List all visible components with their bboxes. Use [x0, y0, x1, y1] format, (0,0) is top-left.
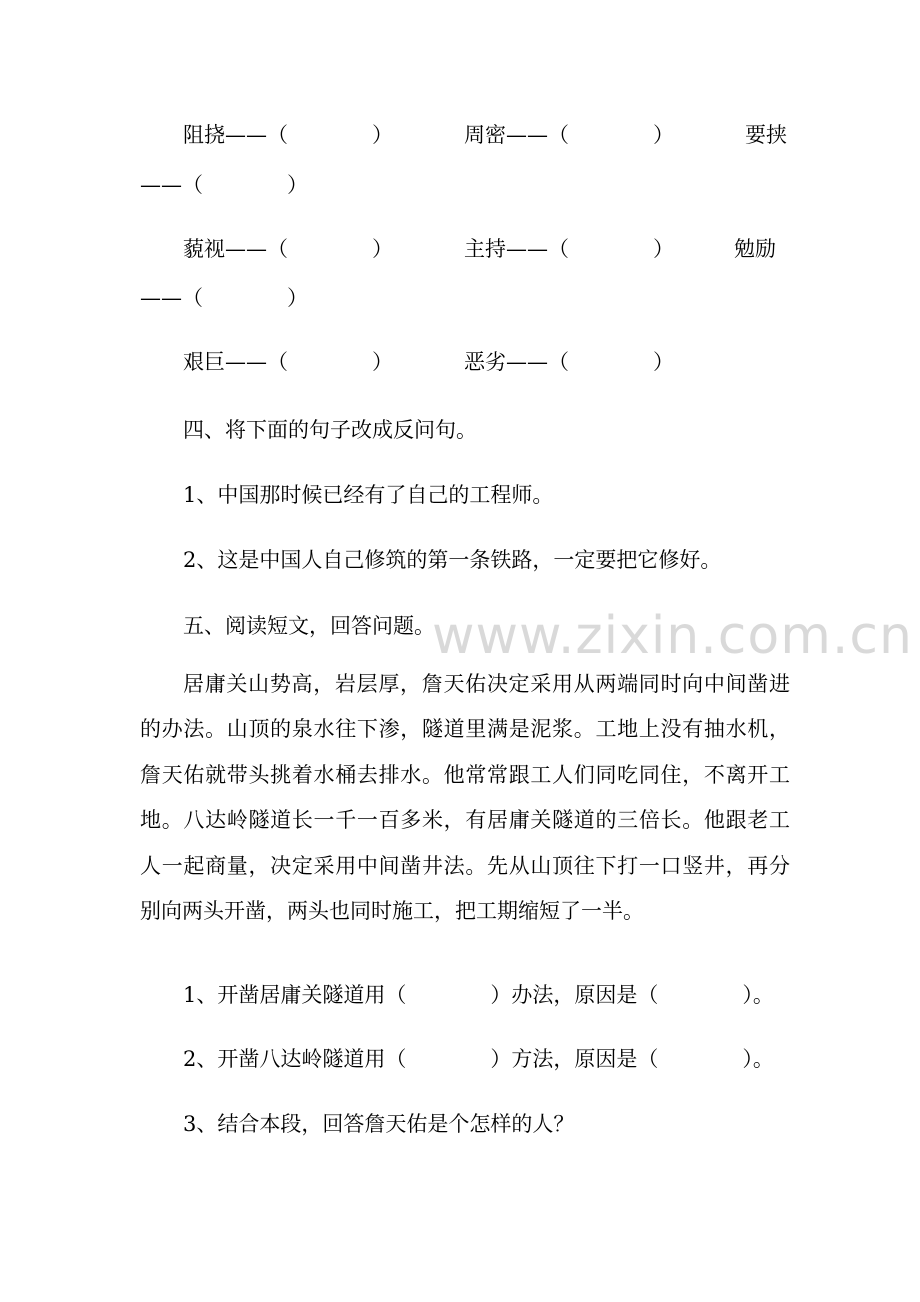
reading-passage: 居庸关山势高，岩层厚，詹天佑决定采用从两端同时向中间凿进的办法。山顶的泉水往下渗，隧道里满是泥浆。工地上没有抽水机，詹天佑就带头挑着水桶去排水。他常常跟工人们同吃同住，不离开工地。八达岭隧道长一千一百多米，有居庸关隧道的三倍长。他跟老工人一起商量，决定采用中间凿井法。先从山顶往下打一口竖井，再分别向两头开凿，两头也同时施工，把工期缩短了一半。 [140, 672, 790, 924]
antonym-row-2-continued: ——（ ） [140, 286, 308, 310]
antonym-row-1-continued: ——（ ） [140, 173, 308, 197]
antonym-item-zhoumi: 周密——（ ） [464, 123, 674, 147]
section-5-question-2: 2、开凿八达岭隧道用（ ）方法，原因是（ ）。 [183, 1047, 774, 1071]
section-5-question-1: 1、开凿居庸关隧道用（ ）办法，原因是（ ）。 [183, 983, 774, 1007]
antonym-item-yaoxie: 要挟 [745, 123, 787, 147]
antonym-item-zhuchi: 主持——（ ） [464, 237, 674, 261]
section-4-question-2: 2、这是中国人自己修筑的第一条铁路，一定要把它修好。 [183, 548, 722, 572]
antonym-item-mianli: 勉励 [734, 237, 776, 261]
section-4-question-1: 1、中国那时候已经有了自己的工程师。 [183, 483, 554, 507]
section-4-heading: 四、将下面的句子改成反问句。 [183, 418, 477, 442]
section-5-question-3: 3、结合本段，回答詹天佑是个怎样的人？ [183, 1112, 575, 1136]
antonym-item-elie: 恶劣——（ ） [464, 350, 674, 374]
antonym-item-miaoshi: 藐视——（ ） [183, 237, 393, 261]
watermark: www.zixin.com.cn [432, 606, 913, 666]
antonym-item-zunao: 阻挠——（ ） [183, 123, 393, 147]
antonym-item-jianju: 艰巨——（ ） [183, 350, 393, 374]
section-5-heading: 五、阅读短文，回答问题。 [183, 614, 435, 638]
